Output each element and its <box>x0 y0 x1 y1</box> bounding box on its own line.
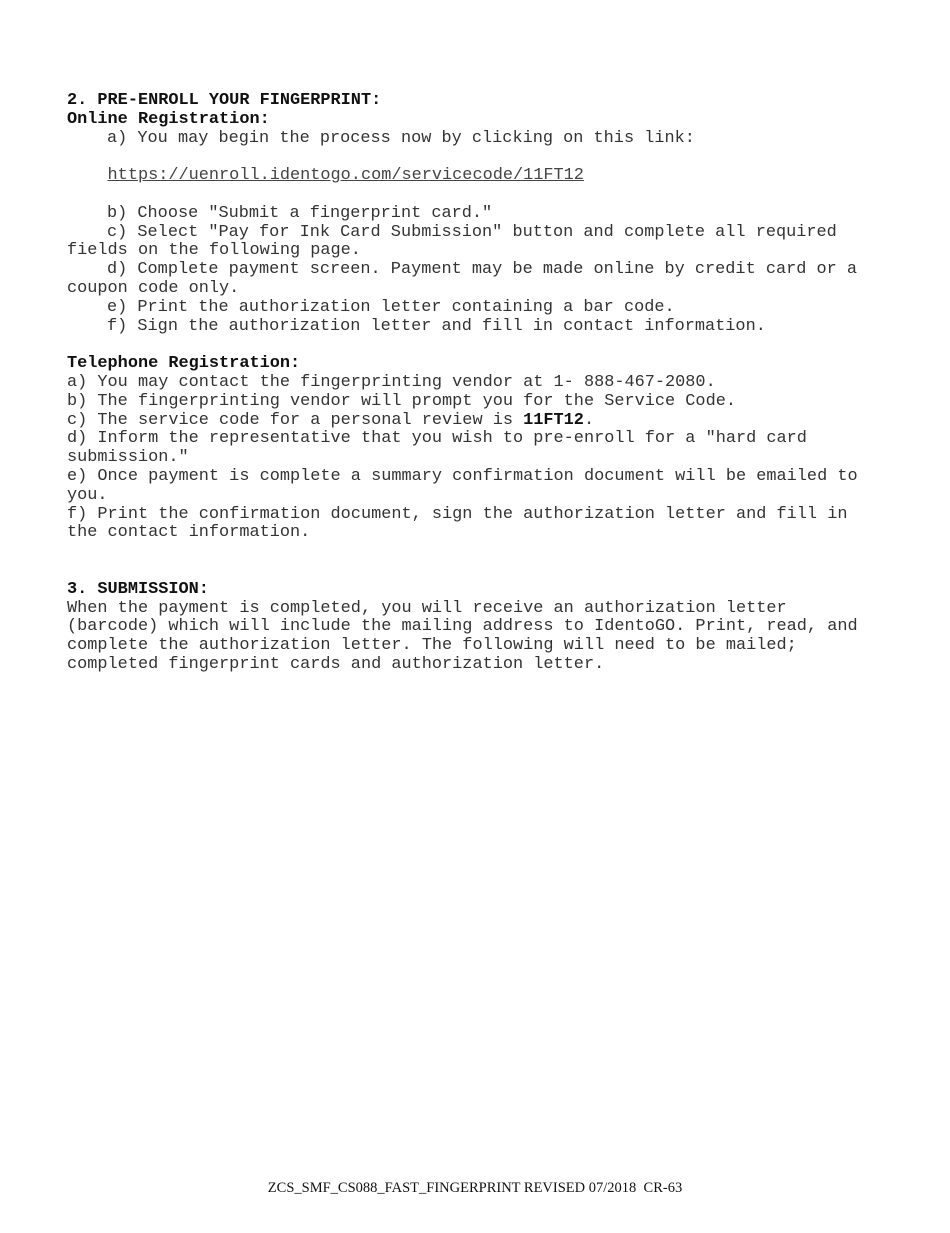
online-step-b: b) Choose "Submit a fingerprint card." <box>107 203 493 223</box>
online-step-d: d) Complete payment screen. Payment may be made online by credit card or a coupon code only. <box>67 260 858 298</box>
online-step-a: a) You may begin the process now by clicking on this link: <box>107 128 695 148</box>
telephone-step-a: a) You may contact the fingerprinting vendor at 1- 888-467-2080. <box>67 372 716 392</box>
online-step-e: e) Print the authorization letter containing a bar code. <box>107 297 675 317</box>
telephone-registration-heading: Telephone Registration: <box>67 354 301 374</box>
telephone-step-c-end: . <box>583 410 595 430</box>
online-step-f: f) Sign the authorization letter and fill in contact information. <box>107 316 766 336</box>
enrollment-link[interactable]: https://uenroll.identogo.com/servicecode/11FT12 <box>107 166 584 186</box>
telephone-step-b: b) The fingerprinting vendor will prompt you for the Service Code. <box>67 391 736 411</box>
footer-text: ZCS_SMF_CS088_FAST_FINGERPRINT REVISED 07/2018 CR-63 <box>267 1180 683 1196</box>
telephone-step-f: f) Print the confirmation document, sign the authorization letter and fill in the contact information. <box>67 504 848 543</box>
service-code: 11FT12 <box>523 410 584 430</box>
section-3-heading: 3. SUBMISSION: <box>67 579 209 599</box>
telephone-step-e: e) Once payment is complete a summary confirmation document will be emailed to you. <box>67 466 858 505</box>
section-2-heading: 2. PRE-ENROLL YOUR FINGERPRINT: <box>67 91 382 110</box>
telephone-step-d: d) Inform the representative that you wish to pre-enroll for a "hard card submission." <box>67 429 807 468</box>
telephone-step-c <box>67 412 887 431</box>
submission-paragraph: When the payment is completed, you will receive an authorization letter (barcode) which will include the mailing address to IdentoGO. Print, read, and complete the authorization letter. The following will need to be mailed; completed fingerprint cards and authorization letter. <box>67 598 858 674</box>
document-body <box>67 92 887 675</box>
online-step-c: c) Select "Pay for Ink Card Submission" button and complete all required fields on the following page. <box>67 222 837 261</box>
telephone-step-c-text: c) The service code for a personal review is <box>67 410 524 430</box>
page-footer <box>0 1180 950 1197</box>
online-registration-heading: Online Registration: <box>67 109 270 129</box>
